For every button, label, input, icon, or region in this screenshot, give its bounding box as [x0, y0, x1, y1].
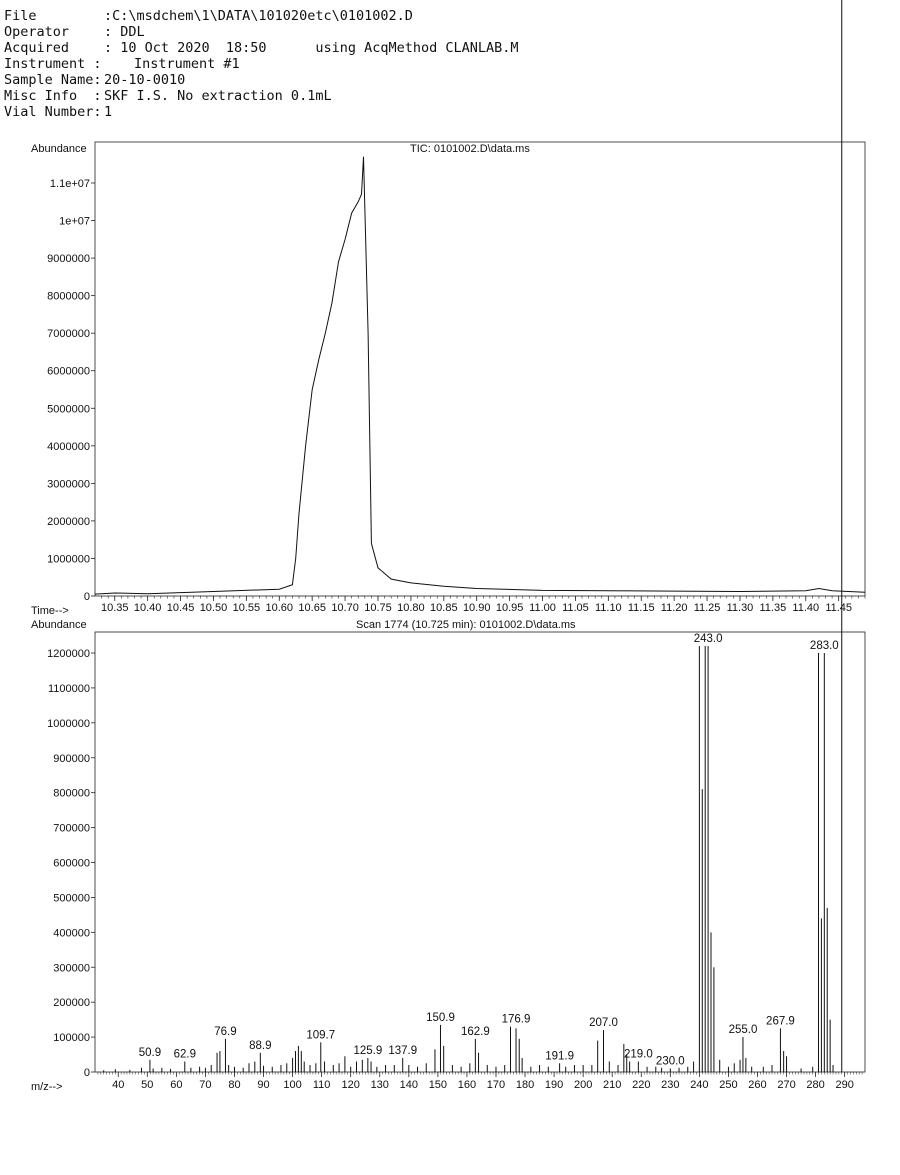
header-value: Instrument #1	[134, 56, 240, 72]
ms-ytick-label: 300000	[53, 962, 90, 975]
ms-xtick-label: 250	[719, 1079, 738, 1091]
header-value: SKF I.S. No extraction 0.1mL	[104, 88, 332, 104]
tic-xtick-label: 10.50	[199, 602, 228, 614]
tic-xtick-label: 10.95	[495, 602, 524, 614]
tic-ytick-label: 9000000	[47, 253, 90, 266]
tic-xtick-label: 11.00	[529, 602, 556, 614]
tic-ytick-label: 4000000	[47, 440, 90, 453]
header-label: Sample Name:	[4, 72, 102, 88]
header-label: Operator	[4, 24, 70, 40]
ms-xlabel: m/z-->	[31, 1081, 63, 1093]
tic-xtick-label: 10.45	[166, 602, 195, 614]
ms-xtick-label: 120	[341, 1079, 360, 1091]
ms-xtick-label: 100	[283, 1079, 302, 1091]
header-label: Vial Number:	[4, 104, 102, 120]
ms-ytick-label: 900000	[53, 752, 90, 765]
tic-xtick-label: 11.15	[627, 602, 655, 614]
ms-peak-label: 50.9	[138, 1046, 162, 1059]
tic-xtick-label: 10.35	[100, 602, 129, 614]
header-extra: using AcqMethod CLANLAB.M	[266, 40, 519, 56]
ms-xtick-label: 230	[661, 1079, 680, 1091]
ms-xtick-label: 110	[312, 1079, 331, 1091]
header-label: Acquired	[4, 40, 70, 56]
ms-ytick-label: 500000	[53, 892, 90, 905]
tic-xtick-label: 10.55	[232, 602, 261, 614]
ms-ytick-label: 1100000	[47, 682, 90, 695]
tic-ytick-label: 0	[83, 591, 90, 603]
ms-xtick-label: 260	[748, 1079, 767, 1091]
ms-xtick-label: 190	[544, 1079, 564, 1091]
ms-ytick-label: 0	[83, 1067, 90, 1079]
ms-peak-label: 88.9	[249, 1039, 272, 1052]
header-label: File	[4, 8, 37, 24]
tic-ytick-label: 6000000	[47, 365, 90, 378]
tic-ytick-label: 2000000	[47, 515, 90, 528]
ms-xtick-label: 240	[690, 1079, 709, 1091]
tic-ytick-label: 1000000	[47, 553, 90, 566]
ms-xtick-label: 180	[515, 1079, 535, 1091]
header-value: : 10 Oct 2020 18:50	[104, 40, 267, 56]
tic-ytick-label: 1.1e+07	[49, 178, 90, 190]
tic-xlabel: Time-->	[31, 605, 69, 617]
ms-xtick-label: 150	[428, 1079, 448, 1091]
header-value: 1	[104, 104, 113, 120]
ms-ytick-label: 600000	[53, 857, 90, 870]
mass-spectrum-chart	[31, 0, 865, 1093]
tic-ylabel: Abundance	[31, 143, 87, 155]
ms-title: Scan 1774 (10.725 min): 0101002.D\data.ms	[356, 619, 576, 631]
ms-ytick-label: 800000	[53, 787, 90, 800]
tic-ytick-label: 8000000	[47, 290, 90, 303]
ms-ytick-label: 700000	[53, 822, 90, 835]
tic-xtick-label: 10.40	[133, 602, 162, 614]
tic-xtick-label: 10.60	[265, 602, 294, 614]
tic-xtick-label: 11.20	[660, 602, 688, 614]
ms-xtick-label: 80	[228, 1079, 241, 1091]
ms-xtick-label: 40	[112, 1079, 125, 1091]
ms-peak-label: 162.9	[460, 1025, 490, 1038]
ms-xtick-label: 290	[835, 1079, 854, 1091]
ms-xtick-label: 50	[141, 1079, 154, 1091]
tic-xtick-label: 10.85	[430, 602, 458, 614]
ms-xtick-label: 220	[632, 1079, 651, 1091]
ms-xtick-label: 90	[257, 1079, 270, 1091]
tic-xtick-label: 10.80	[397, 602, 425, 614]
tic-xtick-label: 11.10	[594, 602, 622, 614]
tic-xtick-label: 10.90	[462, 602, 491, 614]
ms-xtick-label: 160	[457, 1079, 477, 1091]
ms-peak-label: 267.9	[766, 1015, 795, 1028]
ms-peak-label: 255.0	[728, 1024, 758, 1037]
ms-peak-label: 109.7	[306, 1029, 336, 1042]
ms-peak-label: 191.9	[545, 1050, 575, 1063]
ms-xtick-label: 130	[370, 1079, 389, 1091]
ms-peak-label: 62.9	[173, 1048, 196, 1061]
header-label: Misc Info :	[4, 88, 102, 104]
tic-ytick-label: 5000000	[47, 403, 90, 416]
tic-xtick-label: 11.05	[562, 602, 589, 614]
ms-ytick-label: 1200000	[47, 648, 90, 660]
ms-xtick-label: 270	[777, 1079, 796, 1091]
ms-xtick-label: 70	[199, 1079, 212, 1091]
ms-peak-label: 207.0	[589, 1017, 618, 1030]
ms-peak-label: 243.0	[693, 633, 723, 646]
header-label: Instrument :	[4, 56, 102, 72]
tic-xtick-label: 11.35	[759, 602, 787, 614]
ms-peak-label: 176.9	[501, 1013, 531, 1026]
header-value: : DDL	[104, 24, 145, 40]
ms-peak-label: 150.9	[426, 1011, 455, 1024]
header-value: :C:\msdchem\1\DATA\101020etc\0101002.D	[104, 8, 413, 24]
tic-xtick-label: 11.40	[792, 602, 820, 614]
ms-ytick-label: 1000000	[47, 717, 90, 730]
ms-ytick-label: 200000	[53, 997, 90, 1010]
tic-xtick-label: 10.65	[298, 602, 326, 614]
ms-ytick-label: 400000	[53, 927, 90, 940]
tic-ytick-label: 1e+07	[59, 215, 90, 228]
ms-xtick-label: 280	[806, 1079, 825, 1091]
ms-xtick-label: 210	[603, 1079, 622, 1091]
ms-xtick-label: 60	[170, 1079, 183, 1091]
tic-xtick-label: 11.30	[726, 602, 754, 614]
ms-peak-label: 137.9	[388, 1045, 418, 1058]
tic-xtick-label: 10.75	[364, 602, 392, 614]
tic-xtick-label: 10.70	[331, 602, 359, 614]
ms-peak-label: 219.0	[623, 1048, 653, 1061]
tic-ytick-label: 3000000	[47, 478, 90, 491]
tic-xtick-label: 11.25	[693, 602, 721, 614]
ms-xtick-label: 140	[399, 1079, 418, 1091]
ms-peak-label: 230.0	[655, 1055, 685, 1068]
ms-xtick-label: 170	[486, 1079, 506, 1091]
tic-title: TIC: 0101002.D\data.ms	[410, 143, 530, 155]
tic-chart	[31, 142, 865, 617]
ms-ytick-label: 100000	[53, 1032, 90, 1045]
ms-peak-label: 76.9	[214, 1025, 237, 1038]
tic-xtick-label: 11.45	[825, 602, 853, 614]
ms-peak-label: 125.9	[353, 1045, 383, 1058]
ms-plot-frame	[95, 632, 865, 1072]
ms-xtick-label: 200	[573, 1079, 593, 1091]
ms-ylabel: Abundance	[31, 619, 87, 631]
tic-plot-frame	[95, 142, 865, 596]
tic-series-line	[95, 157, 865, 594]
ms-peak-label: 283.0	[809, 640, 839, 652]
header-value: 20-10-0010	[104, 72, 186, 88]
tic-ytick-label: 7000000	[47, 328, 90, 341]
